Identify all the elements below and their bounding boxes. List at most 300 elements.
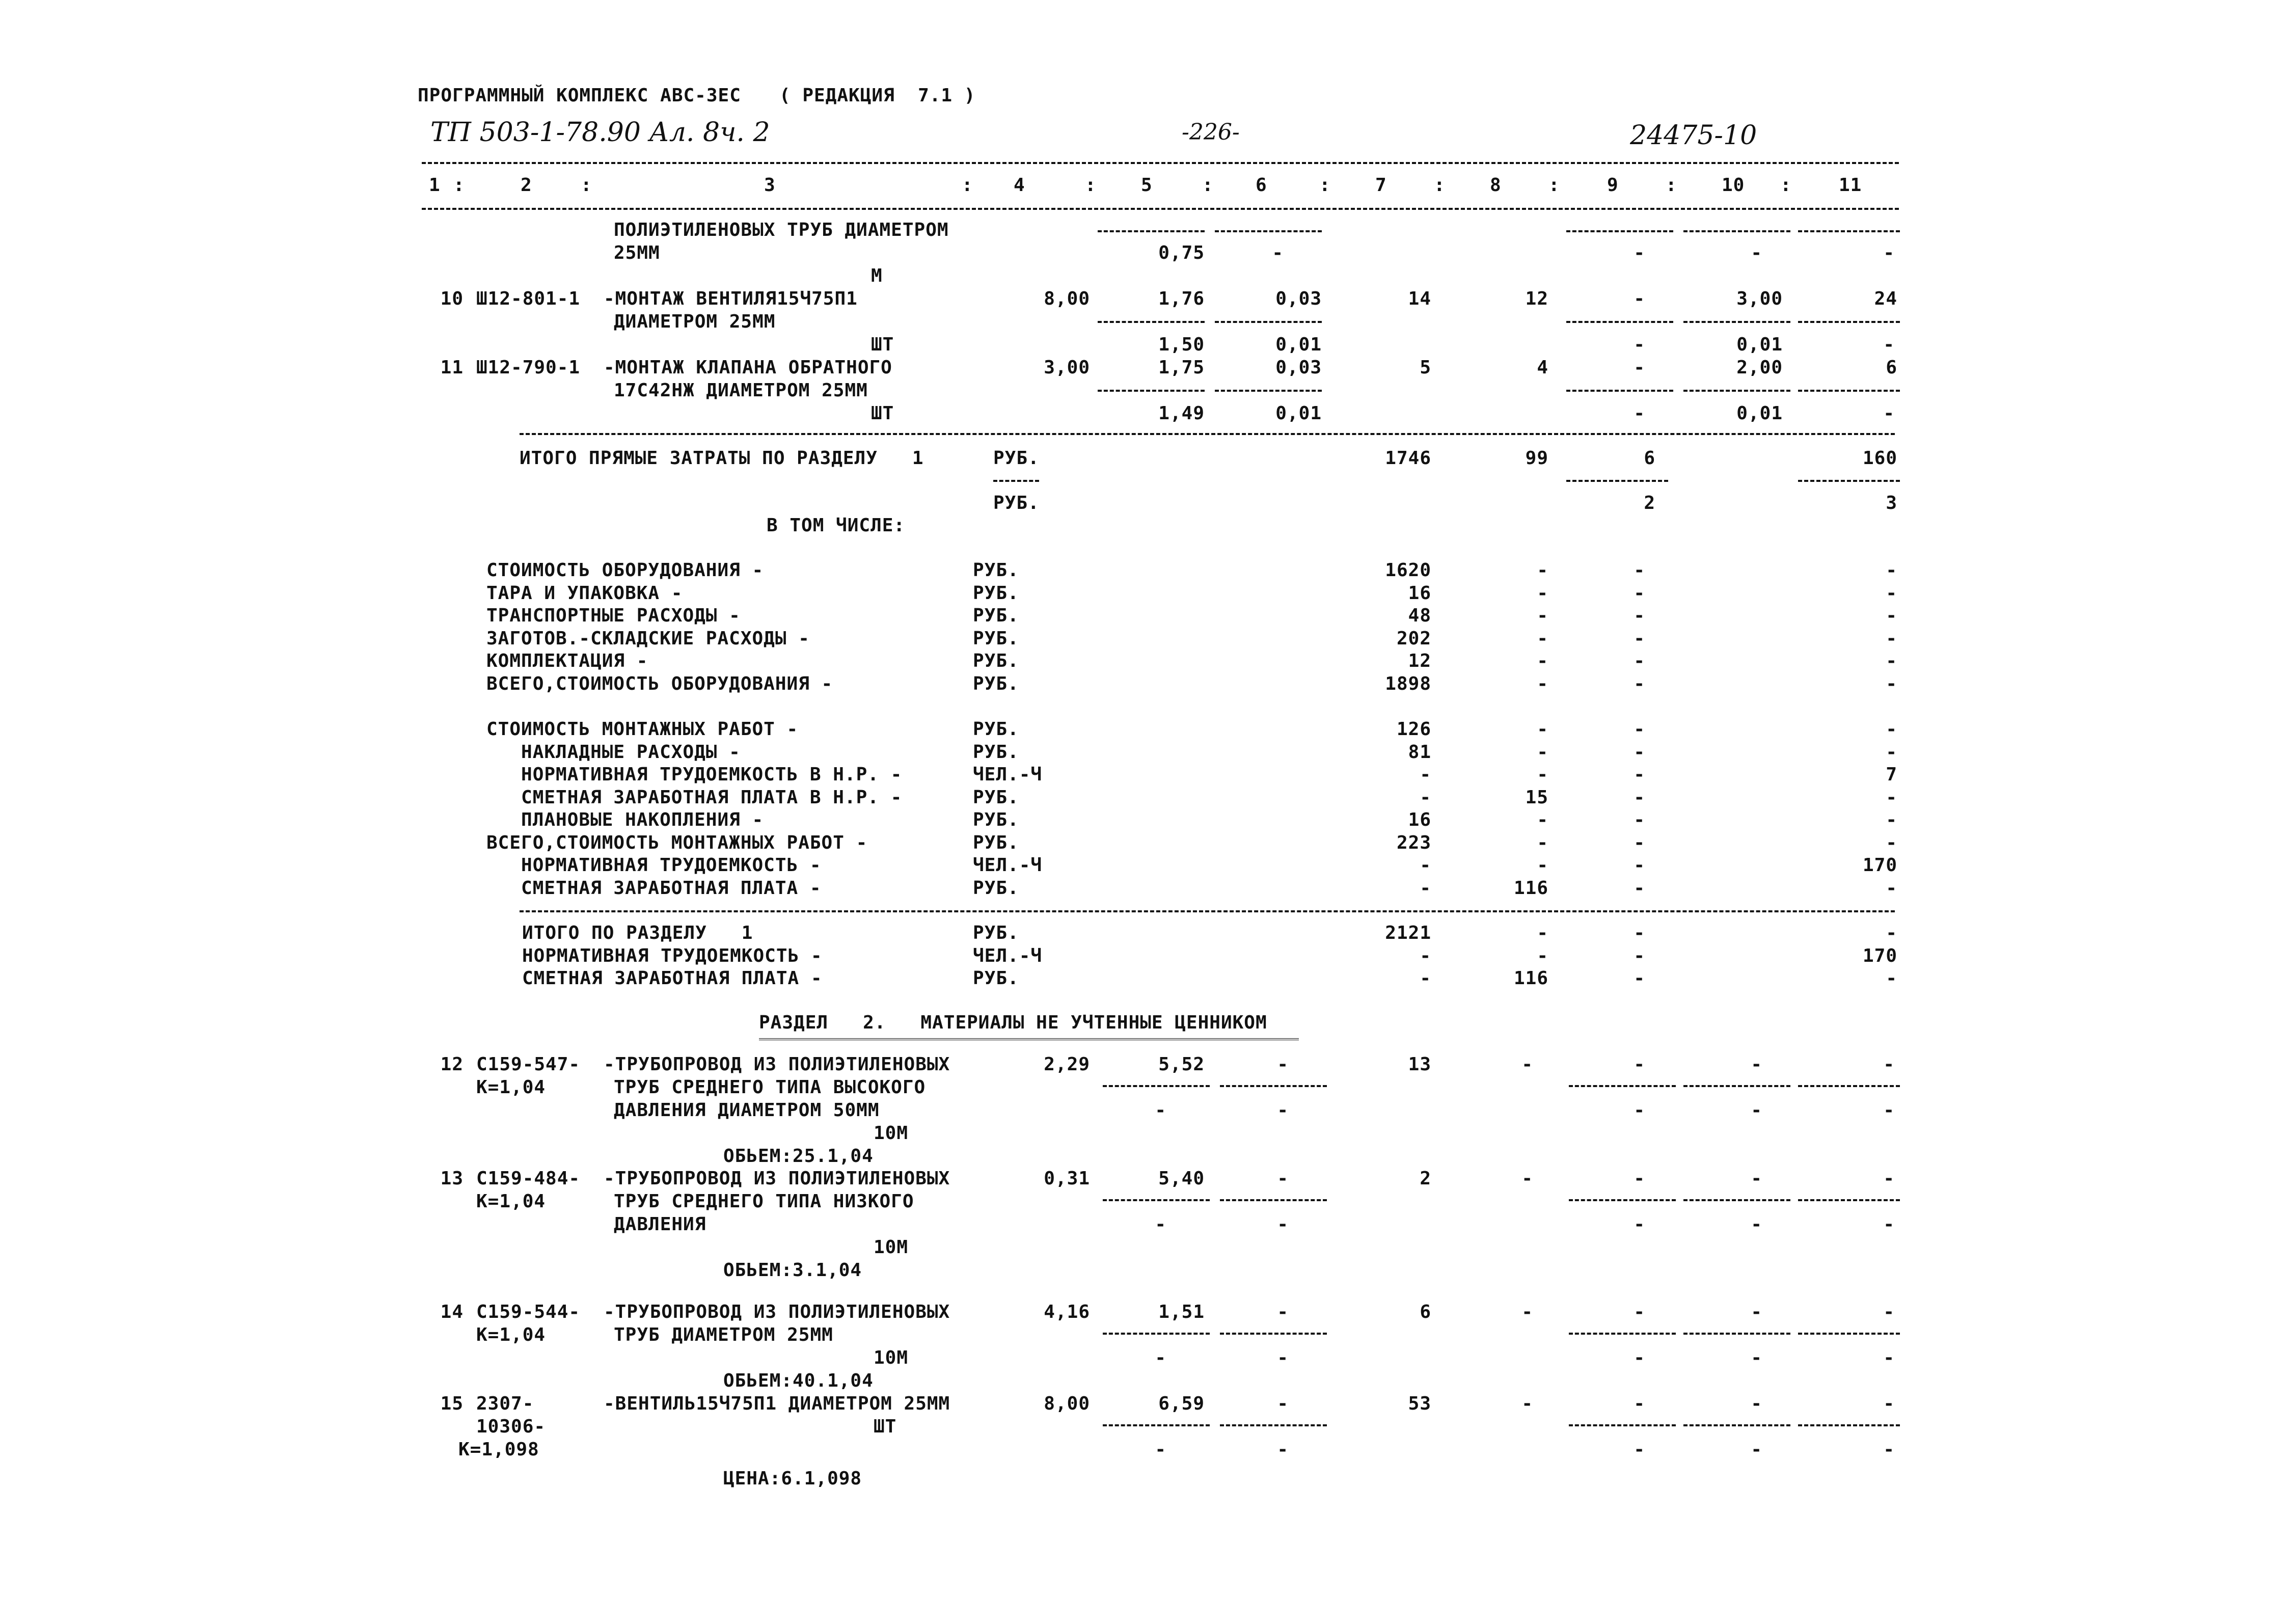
cell-rule (1220, 1424, 1327, 1426)
cell-c9: - (1634, 357, 1645, 378)
summary-unit: РУБ. (973, 673, 1019, 694)
row-description: 17С42НЖ ДИАМЕТРОМ 25ММ (614, 380, 868, 401)
summary-unit: РУБ. (973, 968, 1019, 989)
row-number: 10 (440, 288, 464, 309)
cell-rule (1683, 321, 1790, 323)
cell-c5: 5,52 (1158, 1054, 1205, 1075)
cell-c11: 24 (1874, 288, 1897, 309)
cell-c11: - (1883, 334, 1895, 355)
cell-rule (1683, 1333, 1790, 1335)
row-code: К=1,04 (476, 1191, 546, 1212)
cell-rule (1683, 1199, 1790, 1201)
summary-c11: - (1886, 923, 1897, 943)
cell-c9: - (1634, 1302, 1645, 1322)
row-unit: 10М (874, 1123, 909, 1144)
row-number: 14 (440, 1302, 464, 1322)
cell-rule (1566, 321, 1673, 323)
summary-label: НОРМАТИВНАЯ ТРУДОЕМКОСТЬ - (522, 945, 823, 966)
summary-c8: 116 (1513, 968, 1548, 989)
summary-c7: 16 (1408, 809, 1431, 830)
summary-label: СТОИМОСТЬ МОНТАЖНЫХ РАБОТ - (486, 719, 799, 740)
cell-c6: 0,03 (1275, 357, 1322, 378)
cell-c10: 0,01 (1736, 334, 1783, 355)
summary-c11: - (1886, 582, 1897, 604)
cell-c4: 0,31 (1044, 1168, 1090, 1189)
summary-c11: - (1886, 787, 1897, 808)
cell-c9: - (1634, 334, 1645, 355)
cell-c10: - (1751, 1054, 1762, 1075)
cell-c5: 1,51 (1158, 1302, 1205, 1322)
totals-unit: РУБ. (993, 448, 1040, 469)
cell-c5: 1,75 (1158, 357, 1205, 378)
cell-c6: - (1277, 1168, 1289, 1189)
cell-c6: - (1277, 1347, 1289, 1368)
cell-rule (1798, 1199, 1900, 1201)
row-note: ОБЬЕМ:25.1,04 (723, 1146, 874, 1167)
totals-c9: 2 (1644, 493, 1655, 513)
summary-c7: 1620 (1385, 560, 1431, 581)
cell-c9: - (1634, 1168, 1645, 1189)
row-code: С159-484- (476, 1168, 581, 1189)
cell-c11: - (1883, 1100, 1895, 1121)
col-2: 2 (521, 175, 532, 196)
row-unit: М (871, 265, 883, 286)
summary-label: СМЕТНАЯ ЗАРАБОТНАЯ ПЛАТА В Н.Р. - (486, 787, 903, 808)
cell-rule (1798, 321, 1900, 323)
cell-c8: - (1521, 1168, 1533, 1189)
cell-c10: - (1751, 1214, 1762, 1235)
summary-c9: - (1634, 628, 1645, 649)
row-description: ТРУБ ДИАМЕТРОМ 25ММ (614, 1324, 833, 1345)
cell-c4: 8,00 (1044, 288, 1090, 309)
summary-c8: - (1537, 923, 1548, 943)
summary-c11: - (1886, 741, 1897, 763)
row-description: -ВЕНТИЛЬ15Ч75П1 ДИАМЕТРОМ 25ММ (604, 1393, 950, 1414)
cell-rule (1215, 321, 1322, 323)
cell-c6: - (1277, 1100, 1289, 1121)
row-description: ТРУБ СРЕДНЕГО ТИПА НИЗКОГО (614, 1191, 914, 1212)
summary-c8: 116 (1513, 877, 1548, 899)
summary-c7: 126 (1396, 719, 1431, 740)
cell-c7: 14 (1408, 288, 1431, 309)
cell-rule (1569, 1333, 1676, 1335)
summary-label: СМЕТНАЯ ЗАРАБОТНАЯ ПЛАТА - (522, 968, 823, 989)
totals-c9: 6 (1644, 448, 1655, 469)
cell-c6: 0,03 (1275, 288, 1322, 309)
summary-label: НОРМАТИВНАЯ ТРУДОЕМКОСТЬ - (486, 855, 822, 876)
summary-c7: 2121 (1385, 923, 1431, 943)
row-number: 15 (440, 1393, 464, 1414)
section-2-underline (759, 1038, 1299, 1040)
summary-c8: - (1537, 945, 1548, 966)
cell-c5: 1,76 (1158, 288, 1205, 309)
summary-c8: 15 (1525, 787, 1548, 808)
col-sep: : (1780, 175, 1792, 196)
cell-rule (1683, 1085, 1790, 1087)
summary-c9: - (1634, 787, 1645, 808)
summary-unit: ЧЕЛ.-Ч (973, 945, 1043, 966)
cell-c5: - (1155, 1347, 1166, 1368)
summary-c9: - (1634, 719, 1645, 740)
totals-c7: 1746 (1385, 448, 1431, 469)
cell-c11: - (1883, 242, 1895, 263)
cell-rule (1215, 390, 1322, 392)
cell-c6: - (1277, 1214, 1289, 1235)
summary-c11: - (1886, 719, 1897, 740)
cell-c6: - (1277, 1393, 1289, 1414)
col-sep: : (1666, 175, 1677, 196)
cell-c5: - (1155, 1100, 1166, 1121)
cell-rule (1683, 1424, 1790, 1426)
cell-c9: - (1634, 1214, 1645, 1235)
summary-label: ВСЕГО,СТОИМОСТЬ ОБОРУДОВАНИЯ - (486, 673, 833, 694)
summary-c7: 16 (1408, 582, 1431, 604)
summary-unit: ЧЕЛ.-Ч (973, 855, 1043, 876)
cell-rule (1103, 1424, 1210, 1426)
summary-c9: - (1634, 582, 1645, 604)
summary-c8: - (1537, 582, 1548, 604)
row-number: 12 (440, 1054, 464, 1075)
cell-rule (1798, 1085, 1900, 1087)
cell-c6: - (1277, 1302, 1289, 1322)
summary-c7: 48 (1408, 605, 1431, 626)
summary-c11: - (1886, 809, 1897, 830)
summary-unit: РУБ. (973, 582, 1019, 604)
cell-rule (1569, 1424, 1676, 1426)
cell-rule (1798, 390, 1900, 392)
summary-c8: - (1537, 764, 1548, 785)
row-code: Ш12-801-1 (476, 288, 581, 309)
summary-unit: РУБ. (973, 719, 1019, 740)
cell-rule (1683, 230, 1790, 232)
cell-c5: 0,75 (1158, 242, 1205, 263)
cell-rule (1798, 1424, 1900, 1426)
cell-c10: - (1751, 1439, 1762, 1460)
summary-unit: РУБ. (973, 809, 1019, 830)
col-5: 5 (1141, 175, 1153, 196)
summary-c7: - (1420, 968, 1431, 989)
cell-c10: - (1751, 1393, 1762, 1414)
page-number: -226- (1182, 119, 1240, 145)
col-sep: : (962, 175, 973, 196)
totals-c8: 99 (1525, 448, 1548, 469)
summary-c9: - (1634, 923, 1645, 943)
cell-rule (1798, 230, 1900, 232)
cell-c10: - (1751, 1302, 1762, 1322)
row-description: -ТРУБОПРОВОД ИЗ ПОЛИЭТИЛЕНОВЫХ (604, 1054, 950, 1075)
row-description: 25ММ (614, 242, 660, 263)
program-title: ПРОГРАММНЫЙ КОМПЛЕКС АВС-3ЕС (418, 85, 741, 106)
cell-c4: 2,29 (1044, 1054, 1090, 1075)
cell-c11: - (1883, 1054, 1895, 1075)
summary-c8: - (1537, 719, 1548, 740)
row-code: Ш12-790-1 (476, 357, 581, 378)
cell-c10: 2,00 (1736, 357, 1783, 378)
cell-c8: - (1521, 1054, 1533, 1075)
divider (520, 910, 1895, 912)
edition-label: ( РЕДАКЦИЯ 7.1 ) (779, 85, 976, 106)
totals-c11: 160 (1862, 448, 1897, 469)
summary-c8: - (1537, 673, 1548, 694)
col-6: 6 (1256, 175, 1267, 196)
summary-c8: - (1537, 832, 1548, 853)
col-4: 4 (1014, 175, 1025, 196)
sheet-number: 24475-10 (1630, 120, 1757, 151)
summary-c7: 223 (1396, 832, 1431, 853)
cell-rule (1103, 1199, 1210, 1201)
cell-c10: 0,01 (1736, 403, 1783, 424)
summary-unit: РУБ. (973, 923, 1019, 943)
cell-rule (1220, 1333, 1327, 1335)
summary-label: НОРМАТИВНАЯ ТРУДОЕМКОСТЬ В Н.Р. - (486, 764, 903, 785)
summary-unit: ЧЕЛ.-Ч (973, 764, 1043, 785)
cell-c9: - (1634, 1393, 1645, 1414)
row-code: С159-544- (476, 1302, 581, 1322)
cell-c4: 8,00 (1044, 1393, 1090, 1414)
summary-c8: - (1537, 628, 1548, 649)
divider (520, 433, 1895, 435)
cell-c6: 0,01 (1275, 403, 1322, 424)
row-note: ЦЕНА:6.1,098 (723, 1468, 862, 1489)
summary-c9: - (1634, 741, 1645, 763)
summary-unit: РУБ. (973, 787, 1019, 808)
col-sep: : (1085, 175, 1097, 196)
summary-c7: - (1420, 764, 1431, 785)
col-11: 11 (1839, 175, 1862, 196)
cell-c7: 53 (1408, 1393, 1431, 1414)
cell-rule (1103, 1333, 1210, 1335)
summary-c11: - (1886, 560, 1897, 581)
cell-rule (1098, 321, 1205, 323)
summary-label: ЗАГОТОВ.-СКЛАДСКИЕ РАСХОДЫ - (486, 628, 810, 649)
summary-c7: 202 (1396, 628, 1431, 649)
summary-c8: - (1537, 651, 1548, 671)
cell-rule (1569, 1199, 1676, 1201)
cell-c11: - (1883, 1347, 1895, 1368)
summary-c9: - (1634, 651, 1645, 671)
row-description: ДАВЛЕНИЯ (614, 1214, 706, 1235)
summary-unit: РУБ. (973, 741, 1019, 763)
summary-unit: РУБ. (973, 651, 1019, 671)
cell-c6: - (1277, 1054, 1289, 1075)
summary-label: ИТОГО ПО РАЗДЕЛУ 1 (522, 923, 753, 943)
row-code: 2307- (476, 1393, 534, 1414)
summary-c7: 81 (1408, 741, 1431, 763)
summary-c7: - (1420, 855, 1431, 876)
summary-c8: - (1537, 741, 1548, 763)
row-note: ОБЬЕМ:40.1,04 (723, 1370, 874, 1391)
row-description: -ТРУБОПРОВОД ИЗ ПОЛИЭТИЛЕНОВЫХ (604, 1302, 950, 1322)
cell-c11: - (1883, 1439, 1895, 1460)
cell-rule (1103, 1085, 1210, 1087)
cell-rule (1098, 390, 1205, 392)
summary-unit: РУБ. (973, 628, 1019, 649)
summary-unit: РУБ. (973, 605, 1019, 626)
summary-c11: - (1886, 605, 1897, 626)
summary-c9: - (1634, 968, 1645, 989)
cell-c9: - (1634, 1054, 1645, 1075)
row-description: -МОНТАЖ ВЕНТИЛЯ15Ч75П1 (604, 288, 858, 309)
cell-c11: 6 (1886, 357, 1897, 378)
summary-label: СМЕТНАЯ ЗАРАБОТНАЯ ПЛАТА - (486, 877, 822, 899)
cell-c6: - (1272, 242, 1284, 263)
totals-label: ИТОГО ПРЯМЫЕ ЗАТРАТЫ ПО РАЗДЕЛУ 1 (520, 448, 924, 469)
col-sep: : (1202, 175, 1214, 196)
summary-unit: РУБ. (973, 560, 1019, 581)
summary-c11: - (1886, 877, 1897, 899)
cell-c5: - (1155, 1214, 1166, 1235)
cell-c7: 13 (1408, 1054, 1431, 1075)
cell-rule (993, 480, 1039, 482)
row-code: К=1,04 (476, 1077, 546, 1098)
summary-label: КОМПЛЕКТАЦИЯ - (486, 651, 648, 671)
cell-c8: 12 (1525, 288, 1548, 309)
summary-unit: РУБ. (973, 832, 1019, 853)
row-unit: ШТ (874, 1416, 897, 1437)
summary-c11: 7 (1886, 764, 1897, 785)
cell-c10: - (1751, 1347, 1762, 1368)
col-8: 8 (1490, 175, 1502, 196)
cell-rule (1683, 390, 1790, 392)
summary-c11: - (1886, 628, 1897, 649)
row-description: -ТРУБОПРОВОД ИЗ ПОЛИЭТИЛЕНОВЫХ (604, 1168, 950, 1189)
summary-c9: - (1634, 945, 1645, 966)
doc-code: ТП 503-1-78.90 Ал. 8ч. 2 (430, 117, 770, 148)
col-9: 9 (1607, 175, 1619, 196)
row-number: 11 (440, 357, 464, 378)
col-sep: : (1319, 175, 1331, 196)
row-description: ПОЛИЭТИЛЕНОВЫХ ТРУБ ДИАМЕТРОМ (614, 220, 949, 240)
summary-label: ПЛАНОВЫЕ НАКОПЛЕНИЯ - (486, 809, 764, 830)
summary-c7: 1898 (1385, 673, 1431, 694)
summary-label: НАКЛАДНЫЕ РАСХОДЫ - (486, 741, 741, 763)
cell-c8: - (1521, 1302, 1533, 1322)
row-unit: 10М (874, 1237, 909, 1258)
summary-c9: - (1634, 832, 1645, 853)
summary-c7: - (1420, 877, 1431, 899)
col-3: 3 (764, 175, 776, 196)
col-10: 10 (1722, 175, 1745, 196)
cell-c5: 5,40 (1158, 1168, 1205, 1189)
row-unit: ШТ (871, 403, 894, 424)
row-code: С159-547- (476, 1054, 581, 1075)
cell-c4: 3,00 (1044, 357, 1090, 378)
section-2-title: РАЗДЕЛ 2. МАТЕРИАЛЫ НЕ УЧТЕННЫЕ ЦЕННИКОМ (759, 1012, 1267, 1033)
summary-label: ТРАНСПОРТНЫЕ РАСХОДЫ - (486, 605, 741, 626)
cell-c5: 1,49 (1158, 403, 1205, 424)
summary-c9: - (1634, 605, 1645, 626)
summary-label: ВСЕГО,СТОИМОСТЬ МОНТАЖНЫХ РАБОТ - (486, 832, 868, 853)
row-code: 10306- (476, 1416, 546, 1437)
summary-c11: 170 (1862, 855, 1897, 876)
totals-unit: РУБ. (993, 493, 1040, 513)
cell-c5: 6,59 (1158, 1393, 1205, 1414)
row-description: -МОНТАЖ КЛАПАНА ОБРАТНОГО (604, 357, 892, 378)
summary-c7: 12 (1408, 651, 1431, 671)
summary-unit: РУБ. (973, 877, 1019, 899)
row-unit: 10М (874, 1347, 909, 1368)
cell-c7: 5 (1420, 357, 1431, 378)
summary-c9: - (1634, 855, 1645, 876)
row-number: 13 (440, 1168, 464, 1189)
summary-c11: - (1886, 968, 1897, 989)
summary-c8: - (1537, 605, 1548, 626)
cell-rule (1566, 480, 1668, 482)
cell-c7: 6 (1420, 1302, 1431, 1322)
cell-rule (1566, 390, 1673, 392)
cell-c9: - (1634, 1347, 1645, 1368)
cell-c9: - (1634, 1439, 1645, 1460)
header-rule-top (422, 162, 1899, 164)
summary-c9: - (1634, 877, 1645, 899)
row-description: ДИАМЕТРОМ 25ММ (614, 311, 776, 332)
row-code: К=1,04 (476, 1324, 546, 1345)
summary-c9: - (1634, 764, 1645, 785)
including-heading: В ТОМ ЧИСЛЕ: (767, 515, 906, 536)
summary-c8: - (1537, 809, 1548, 830)
summary-c11: - (1886, 651, 1897, 671)
cell-c10: 3,00 (1736, 288, 1783, 309)
cell-rule (1798, 1333, 1900, 1335)
summary-c11: - (1886, 832, 1897, 853)
cell-c8: - (1521, 1393, 1533, 1414)
cell-c11: - (1883, 403, 1895, 424)
cell-rule (1220, 1085, 1327, 1087)
cell-c10: - (1751, 1168, 1762, 1189)
totals-c11: 3 (1886, 493, 1897, 513)
header-rule-bottom (422, 208, 1899, 210)
cell-c9: - (1634, 1100, 1645, 1121)
summary-label: ТАРА И УПАКОВКА - (486, 582, 683, 604)
row-description: ТРУБ СРЕДНЕГО ТИПА ВЫСОКОГО (614, 1077, 926, 1098)
cell-c7: 2 (1420, 1168, 1431, 1189)
row-unit: ШТ (871, 334, 894, 355)
summary-c7: - (1420, 945, 1431, 966)
summary-label: СТОИМОСТЬ ОБОРУДОВАНИЯ - (486, 560, 764, 581)
col-sep: : (581, 175, 592, 196)
col-1: 1 (429, 175, 441, 196)
col-sep: : (453, 175, 465, 196)
cell-c11: - (1883, 1302, 1895, 1322)
cell-rule (1569, 1085, 1676, 1087)
summary-c7: - (1420, 787, 1431, 808)
summary-c9: - (1634, 809, 1645, 830)
cell-c5: 1,50 (1158, 334, 1205, 355)
row-code: К=1,098 (458, 1439, 539, 1460)
summary-c8: - (1537, 560, 1548, 581)
cell-c10: - (1751, 1100, 1762, 1121)
col-sep: : (1548, 175, 1560, 196)
cell-c9: - (1634, 242, 1645, 263)
summary-c11: - (1886, 673, 1897, 694)
summary-c11: 170 (1862, 945, 1897, 966)
cell-c11: - (1883, 1393, 1895, 1414)
summary-c8: - (1537, 855, 1548, 876)
cell-c9: - (1634, 403, 1645, 424)
row-description: ДАВЛЕНИЯ ДИАМЕТРОМ 50ММ (614, 1100, 880, 1121)
summary-c9: - (1634, 560, 1645, 581)
col-7: 7 (1375, 175, 1387, 196)
summary-c9: - (1634, 673, 1645, 694)
cell-c9: - (1634, 288, 1645, 309)
row-note: ОБЬЕМ:3.1,04 (723, 1260, 862, 1281)
cell-rule (1215, 230, 1322, 232)
cell-c8: 4 (1537, 357, 1548, 378)
cell-c11: - (1883, 1168, 1895, 1189)
cell-c4: 4,16 (1044, 1302, 1090, 1322)
col-sep: : (1434, 175, 1446, 196)
cell-c6: 0,01 (1275, 334, 1322, 355)
